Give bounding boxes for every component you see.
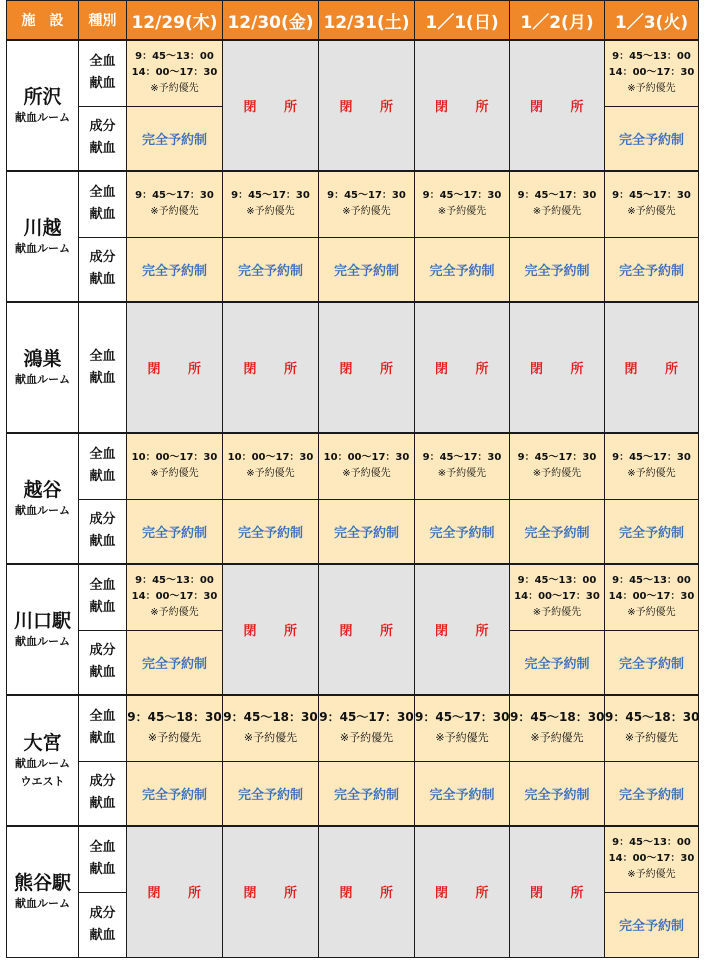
reservation-priority-note: ※予約優先 xyxy=(627,869,676,881)
whole-blood-hours-cell xyxy=(605,826,699,892)
component-hours-cell xyxy=(605,106,699,171)
facility-name: 大宮 xyxy=(23,731,62,754)
hours-text: 9：45～18：30 xyxy=(510,710,605,725)
component-hours-cell xyxy=(127,630,223,695)
whole-blood-hours-cell xyxy=(415,171,510,237)
reservation-priority-note: ※予約優先 xyxy=(627,206,676,218)
type-label-line: 献血 xyxy=(89,862,116,878)
type-label-line: 全血 xyxy=(89,185,116,201)
full-reservation-text: 完全予約制 xyxy=(618,525,684,541)
type-label-line: 成分 xyxy=(89,250,116,266)
schedule-body xyxy=(7,40,699,957)
reservation-priority-note: ※予約優先 xyxy=(246,206,295,218)
hours-text: 14：00～17：30 xyxy=(608,853,695,865)
closed-cell xyxy=(415,40,510,171)
closed-label: 閉 所 xyxy=(243,624,298,639)
hours-text: 9：45～18：30 xyxy=(605,710,700,725)
hours-text: 9：45～13：00 xyxy=(517,575,597,587)
reservation-priority-note: ※予約優先 xyxy=(624,731,679,745)
whole-blood-hours-cell xyxy=(415,433,510,499)
facility-cell xyxy=(7,433,79,564)
closed-label: 閉 所 xyxy=(243,362,298,377)
closed-label: 閉 所 xyxy=(624,362,679,377)
header-date: 1／1(日) xyxy=(415,1,510,41)
facility-subtitle: 献血ルーム xyxy=(15,634,70,648)
hours-text: 9：45～17：30 xyxy=(231,190,310,202)
whole-blood-hours-cell xyxy=(605,40,699,106)
type-label-line: 成分 xyxy=(89,119,116,135)
header-date: 1／3(火) xyxy=(605,1,699,41)
closed-cell xyxy=(223,302,319,433)
closed-cell xyxy=(319,564,415,695)
facility-cell xyxy=(7,40,79,171)
component-hours-cell xyxy=(127,237,223,302)
closed-cell xyxy=(127,302,223,433)
closed-label: 閉 所 xyxy=(434,886,489,902)
type-label-line: 成分 xyxy=(89,512,116,528)
whole-blood-hours-cell xyxy=(510,564,605,630)
type-label-line: 献血 xyxy=(89,370,116,386)
type-label-line: 成分 xyxy=(89,905,116,921)
hours-text: 9：45～17：30 xyxy=(612,190,691,202)
facility-name: 鴻巣 xyxy=(23,347,62,370)
hours-text: 14：00～17：30 xyxy=(131,591,218,603)
schedule-row xyxy=(7,826,699,892)
type-cell xyxy=(79,564,127,630)
reservation-priority-note: ※予約優先 xyxy=(246,468,295,480)
schedule-row xyxy=(7,171,699,237)
type-label-line: 献血 xyxy=(89,731,116,747)
closed-label: 閉 所 xyxy=(339,362,394,377)
closed-label: 閉 所 xyxy=(339,624,394,639)
closed-label: 閉 所 xyxy=(434,362,489,377)
schedule-row xyxy=(7,695,699,761)
reservation-priority-note: ※予約優先 xyxy=(532,206,582,218)
type-label-line: 献血 xyxy=(89,796,116,812)
hours-text: 9：45～17：30 xyxy=(327,190,406,202)
component-hours-cell xyxy=(510,499,605,564)
hours-text: 9：45～17：30 xyxy=(612,452,691,464)
hours-text: 9：45～17：30 xyxy=(517,190,597,202)
facility-name: 所沢 xyxy=(23,85,62,108)
hours-text: 10：00～17：30 xyxy=(323,452,410,464)
closed-label: 閉 所 xyxy=(147,362,202,377)
component-hours-cell xyxy=(223,499,319,564)
closed-cell xyxy=(510,826,605,957)
hours-text: 9：45～17：30 xyxy=(517,452,597,464)
type-cell xyxy=(79,826,127,892)
closed-label: 閉 所 xyxy=(434,624,489,639)
full-reservation-text: 完全予約制 xyxy=(524,263,590,279)
type-label-line: 全血 xyxy=(89,447,116,463)
type-label-line: 全血 xyxy=(89,578,116,594)
reservation-priority-note: ※予約優先 xyxy=(627,607,676,619)
type-label-line: 全血 xyxy=(89,709,116,725)
closed-label: 閉 所 xyxy=(529,100,584,115)
full-reservation-text: 完全予約制 xyxy=(141,263,207,279)
reservation-priority-note: ※予約優先 xyxy=(342,206,391,218)
full-reservation-text: 完全予約制 xyxy=(618,263,684,279)
component-hours-cell xyxy=(605,630,699,695)
whole-blood-hours-cell xyxy=(127,40,223,106)
schedule-row xyxy=(7,564,699,630)
full-reservation-text: 完全予約制 xyxy=(237,787,303,803)
reservation-priority-note: ※予約優先 xyxy=(150,83,199,95)
closed-label: 閉 所 xyxy=(339,886,394,902)
closed-cell xyxy=(510,302,605,433)
component-hours-cell xyxy=(510,237,605,302)
hours-text: 14：00～17：30 xyxy=(131,67,218,79)
closed-label: 閉 所 xyxy=(339,100,394,115)
type-cell xyxy=(79,171,127,237)
component-hours-cell xyxy=(319,499,415,564)
schedule-wrapper xyxy=(6,0,698,958)
whole-blood-hours-cell xyxy=(127,433,223,499)
reservation-priority-note: ※予約優先 xyxy=(530,731,584,745)
whole-blood-hours-cell xyxy=(319,171,415,237)
full-reservation-text: 完全予約制 xyxy=(141,132,207,148)
hours-text: 14：00～17：30 xyxy=(608,67,695,79)
header-date: 12/30(金) xyxy=(223,1,319,41)
hours-text: 9：45～17：30 xyxy=(422,190,502,202)
closed-cell xyxy=(510,40,605,171)
whole-blood-hours-cell xyxy=(605,171,699,237)
type-label-line: 献血 xyxy=(89,600,116,616)
hours-text: 9：45～18：30 xyxy=(223,710,318,725)
hours-text: 9：45～13：00 xyxy=(135,51,214,63)
component-hours-cell xyxy=(605,237,699,302)
facility-name: 川口駅 xyxy=(13,609,71,632)
facility-cell xyxy=(7,302,79,433)
hours-text: 9：45～13：00 xyxy=(135,575,214,587)
type-cell xyxy=(79,106,127,171)
full-reservation-text: 完全予約制 xyxy=(333,787,399,803)
header-row xyxy=(7,1,699,41)
whole-blood-hours-cell xyxy=(223,433,319,499)
closed-cell xyxy=(605,302,699,433)
type-cell xyxy=(79,302,127,433)
whole-blood-hours-cell xyxy=(127,171,223,237)
type-label-line: 献血 xyxy=(89,534,116,550)
full-reservation-text: 完全予約制 xyxy=(333,525,399,541)
hours-text: 9：45～17：30 xyxy=(319,710,414,725)
closed-cell xyxy=(415,302,510,433)
type-label-line: 献血 xyxy=(89,665,116,681)
type-label-line: 献血 xyxy=(89,927,116,943)
schedule-row xyxy=(7,761,699,826)
reservation-priority-note: ※予約優先 xyxy=(147,731,202,745)
hours-text: 9：45～13：00 xyxy=(612,575,691,587)
component-hours-cell xyxy=(319,761,415,826)
closed-label: 閉 所 xyxy=(147,886,202,902)
closed-cell xyxy=(223,826,319,957)
hours-text: 9：45～17：30 xyxy=(415,710,510,725)
facility-cell xyxy=(7,695,79,826)
reservation-priority-note: ※予約優先 xyxy=(437,206,487,218)
hours-text: 9：45～13：00 xyxy=(612,837,691,849)
full-reservation-text: 完全予約制 xyxy=(141,656,207,672)
whole-blood-hours-cell xyxy=(127,695,223,761)
type-cell xyxy=(79,40,127,106)
full-reservation-text: 完全予約制 xyxy=(524,525,590,541)
reservation-priority-note: ※予約優先 xyxy=(243,731,298,745)
header-date: 1／2(月) xyxy=(510,1,605,41)
component-hours-cell xyxy=(415,761,510,826)
facility-name: 越谷 xyxy=(23,478,62,501)
reservation-priority-note: ※予約優先 xyxy=(627,83,676,95)
full-reservation-text: 完全予約制 xyxy=(237,263,303,279)
component-hours-cell xyxy=(127,499,223,564)
type-label-line: 献血 xyxy=(89,141,116,157)
whole-blood-hours-cell xyxy=(510,695,605,761)
component-hours-cell xyxy=(605,761,699,826)
schedule-row xyxy=(7,237,699,302)
full-reservation-text: 完全予約制 xyxy=(429,787,495,803)
type-cell xyxy=(79,433,127,499)
whole-blood-hours-cell xyxy=(510,171,605,237)
component-hours-cell xyxy=(605,892,699,957)
type-label-line: 成分 xyxy=(89,643,116,659)
closed-cell xyxy=(415,564,510,695)
type-label-line: 成分 xyxy=(89,774,116,790)
closed-label: 閉 所 xyxy=(529,362,584,377)
component-hours-cell xyxy=(510,630,605,695)
whole-blood-hours-cell xyxy=(605,433,699,499)
closed-cell xyxy=(223,564,319,695)
header-date: 12/31(土) xyxy=(319,1,415,41)
closed-label: 閉 所 xyxy=(434,100,489,115)
component-hours-cell xyxy=(223,237,319,302)
facility-subtitle: 献血ルーム xyxy=(15,896,70,910)
type-label-line: 全血 xyxy=(89,54,116,70)
full-reservation-text: 完全予約制 xyxy=(618,132,684,148)
reservation-priority-note: ※予約優先 xyxy=(435,731,489,745)
closed-cell xyxy=(127,826,223,957)
reservation-priority-note: ※予約優先 xyxy=(532,607,582,619)
type-label-line: 全血 xyxy=(89,348,116,364)
full-reservation-text: 完全予約制 xyxy=(524,787,590,803)
type-cell xyxy=(79,892,127,957)
closed-cell xyxy=(223,40,319,171)
full-reservation-text: 完全予約制 xyxy=(618,656,684,672)
type-cell xyxy=(79,499,127,564)
facility-subtitle: 献血ルーム xyxy=(15,503,70,517)
hours-text: 14：00～17：30 xyxy=(608,591,695,603)
facility-subtitle: 献血ルーム xyxy=(15,372,70,386)
full-reservation-text: 完全予約制 xyxy=(429,263,495,279)
hours-text: 9：45～13：00 xyxy=(612,51,691,63)
hours-text: 10：00～17：30 xyxy=(227,452,314,464)
reservation-priority-note: ※予約優先 xyxy=(532,468,582,480)
full-reservation-text: 完全予約制 xyxy=(524,656,590,672)
facility-cell xyxy=(7,826,79,957)
type-label-line: 献血 xyxy=(89,272,116,288)
type-cell xyxy=(79,630,127,695)
reservation-priority-note: ※予約優先 xyxy=(437,468,487,480)
component-hours-cell xyxy=(319,237,415,302)
full-reservation-text: 完全予約制 xyxy=(429,525,495,541)
full-reservation-text: 完全予約制 xyxy=(618,787,684,803)
hours-text: 10：00～17：30 xyxy=(131,452,218,464)
full-reservation-text: 完全予約制 xyxy=(141,787,207,803)
facility-name: 川越 xyxy=(23,216,62,239)
full-reservation-text: 完全予約制 xyxy=(141,525,207,541)
whole-blood-hours-cell xyxy=(605,695,699,761)
closed-label: 閉 所 xyxy=(529,886,584,902)
facility-subtitle: 献血ルーム xyxy=(15,756,70,770)
component-hours-cell xyxy=(127,106,223,171)
schedule-row xyxy=(7,40,699,106)
closed-cell xyxy=(319,40,415,171)
type-label-line: 献血 xyxy=(89,469,116,485)
component-hours-cell xyxy=(415,499,510,564)
component-hours-cell xyxy=(127,761,223,826)
hours-text: 9：45～17：30 xyxy=(135,190,214,202)
type-label-line: 献血 xyxy=(89,76,116,92)
facility-name: 熊谷駅 xyxy=(13,871,71,894)
component-hours-cell xyxy=(415,237,510,302)
full-reservation-text: 完全予約制 xyxy=(618,919,684,934)
type-label-line: 全血 xyxy=(89,840,116,856)
facility-subtitle: 献血ルーム xyxy=(15,110,70,124)
whole-blood-hours-cell xyxy=(605,564,699,630)
type-cell xyxy=(79,237,127,302)
header-facility: 施 設 xyxy=(7,1,79,41)
whole-blood-hours-cell xyxy=(415,695,510,761)
whole-blood-hours-cell xyxy=(127,564,223,630)
full-reservation-text: 完全予約制 xyxy=(237,525,303,541)
type-label-line: 献血 xyxy=(89,207,116,223)
facility-cell xyxy=(7,171,79,302)
reservation-priority-note: ※予約優先 xyxy=(627,468,676,480)
closed-label: 閉 所 xyxy=(243,100,298,115)
component-hours-cell xyxy=(510,761,605,826)
schedule-table xyxy=(6,0,699,958)
closed-cell xyxy=(415,826,510,957)
component-hours-cell xyxy=(223,761,319,826)
whole-blood-hours-cell xyxy=(510,433,605,499)
closed-label: 閉 所 xyxy=(243,886,298,902)
reservation-priority-note: ※予約優先 xyxy=(150,468,199,480)
closed-cell xyxy=(319,826,415,957)
schedule-row xyxy=(7,433,699,499)
whole-blood-hours-cell xyxy=(319,695,415,761)
facility-subtitle: 献血ルーム xyxy=(15,241,70,255)
facility-cell xyxy=(7,564,79,695)
hours-text: 9：45～18：30 xyxy=(127,710,222,725)
reservation-priority-note: ※予約優先 xyxy=(150,206,199,218)
component-hours-cell xyxy=(605,499,699,564)
whole-blood-hours-cell xyxy=(223,695,319,761)
reservation-priority-note: ※予約優先 xyxy=(339,731,394,745)
facility-subtitle: ウエスト xyxy=(20,774,65,788)
header-type: 種別 xyxy=(79,1,127,41)
schedule-row xyxy=(7,499,699,564)
hours-text: 14：00～17：30 xyxy=(514,591,600,603)
schedule-row xyxy=(7,302,699,368)
type-cell xyxy=(79,761,127,826)
reservation-priority-note: ※予約優先 xyxy=(342,468,391,480)
reservation-priority-note: ※予約優先 xyxy=(150,607,199,619)
type-cell xyxy=(79,695,127,761)
hours-text: 9：45～17：30 xyxy=(422,452,502,464)
header-date: 12/29(木) xyxy=(127,1,223,41)
whole-blood-hours-cell xyxy=(223,171,319,237)
closed-cell xyxy=(319,302,415,433)
whole-blood-hours-cell xyxy=(319,433,415,499)
full-reservation-text: 完全予約制 xyxy=(333,263,399,279)
